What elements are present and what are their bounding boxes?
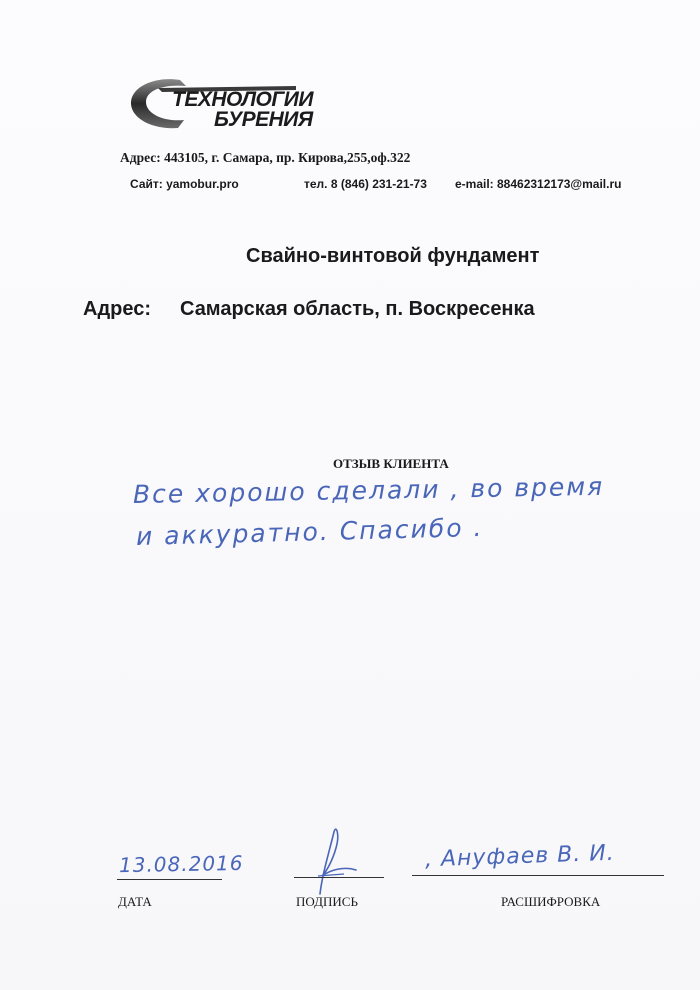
company-phone: тел. 8 (846) 231-21-73 <box>304 177 427 191</box>
label-signature: ПОДПИСЬ <box>296 894 358 909</box>
document-title: Свайно-винтовой фундамент <box>246 245 540 267</box>
review-heading: ОТЗЫВ КЛИЕНТА <box>333 456 449 471</box>
review-text-line2: и аккуратно. Спасибо . <box>135 512 484 551</box>
decode-value: , Ануфаев В. И. <box>424 840 616 873</box>
company-email: e-mail: 88462312173@mail.ru <box>455 177 622 191</box>
decode-line <box>412 875 664 876</box>
signature-mark <box>300 826 370 896</box>
label-date: ДАТА <box>118 894 152 909</box>
date-value: 13.08.2016 <box>118 850 244 878</box>
date-line <box>117 879 222 880</box>
logo-text-line1: ТЕХНОЛОГИИ <box>172 88 313 111</box>
object-address-value: Самарская область, п. Воскресенка <box>180 298 535 320</box>
signature-line <box>294 877 384 878</box>
review-text-line1: Все хорошо сделали , во время <box>132 471 605 509</box>
company-site: Сайт: yamobur.pro <box>130 177 239 191</box>
logo-text-line2: БУРЕНИЯ <box>214 108 313 131</box>
label-decode: РАСШИФРОВКА <box>501 894 601 909</box>
company-address: Адрес: 443105, г. Самара, пр. Кирова,255,оф.322 <box>120 150 411 165</box>
object-address-label: Адрес: <box>83 298 151 320</box>
